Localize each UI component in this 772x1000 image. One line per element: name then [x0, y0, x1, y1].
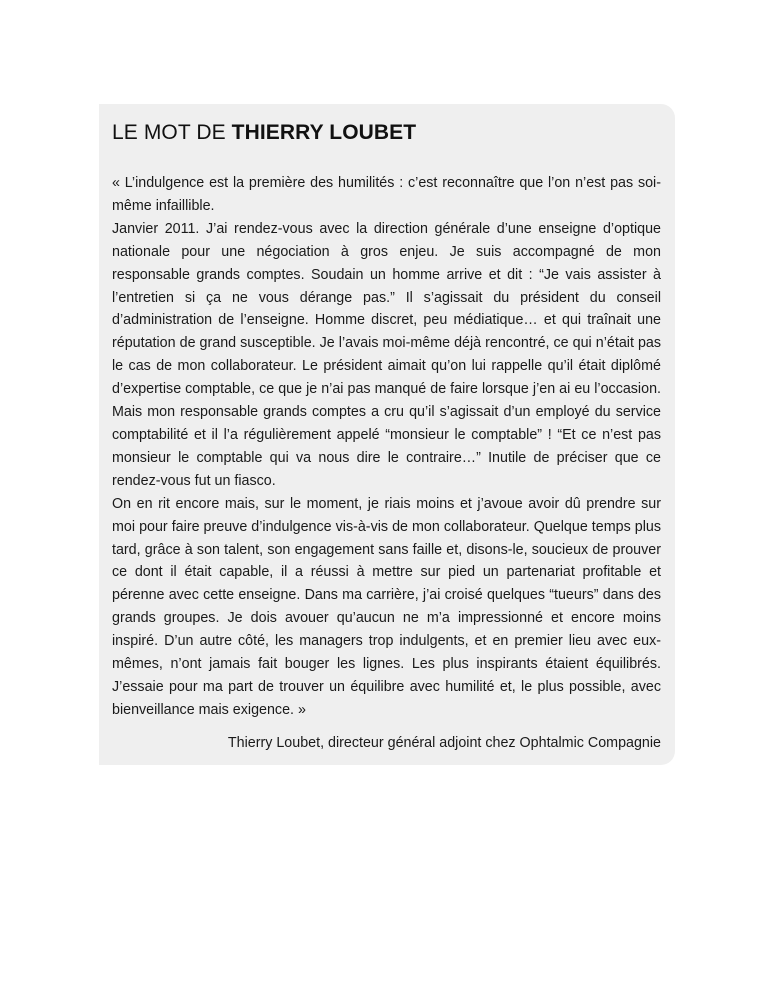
quote-panel [99, 104, 675, 765]
article-body [112, 172, 661, 722]
title-name: THIERRY LOUBET [231, 121, 417, 144]
paragraph-conclusion: On en rit encore mais, sur le moment, je riais moins et j’avoue avoir dû prendre sur moi pour faire preuve d’indulgence vis-à-vis de mon collaborateur. Quelque temps plus tard, grâce à son talent, son engagement sans faille et, disons-le, soucieux de prouver ce dont il était capable, il a réussi à mettre sur pied un partenariat profitable et pérenne avec cette enseigne. Dans ma carrière, j’ai croisé quelques “tueurs” dans des grands groupes. Je dois avouer qu’aucun ne m’a impressionné et encore moins inspiré. D’un autre côté, les managers trop indulgents, et en premier lieu avec eux-mêmes, n’ont jamais fait bouger les lignes. Les plus inspirants étaient équilibrés. J’essaie pour ma part de trouver un équilibre avec humilité et, le plus possible, avec bienveillance mais exigence. » [112, 495, 661, 718]
paragraph-intro: « L’indulgence est la première des humilités : c’est reconnaître que l’on n’est pas soi-même infaillible. [112, 175, 661, 214]
title-prefix: LE MOT DE [112, 121, 232, 144]
page-title [112, 121, 661, 145]
paragraph-anecdote: Janvier 2011. J’ai rendez-vous avec la direction générale d’une enseigne d’optique nationale pour une négociation à gros enjeu. Je suis accompagné de mon responsable grands comptes. Soudain un homme arrive et dit : “Je vais assister à l’entretien si ça ne vous dérange pas.” Il s’agissait du président du conseil d’administration de l’enseigne. Homme discret, peu médiatique… et qui traînait une réputation de grand susceptible. Je l’avais moi-même déjà rencontré, ce qui n’était pas le cas de mon collaborateur. Le président aimait qu’on lui rappelle qu’il était diplômé d’expertise comptable, ce que je n’ai pas manqué de faire lorsque j’en ai eu l’occasion. Mais mon responsable grands comptes a cru qu’il s’agissait d’un employé du service comptabilité et il l’a régulièrement appelé “monsieur le comptable” ! “Et ce n’est pas monsieur le comptable qui va nous dire le contraire…” Inutile de préciser que ce rendez-vous fut un fiasco. [112, 220, 661, 489]
signature: Thierry Loubet, directeur général adjoint chez Ophtalmic Compagnie [227, 734, 661, 751]
